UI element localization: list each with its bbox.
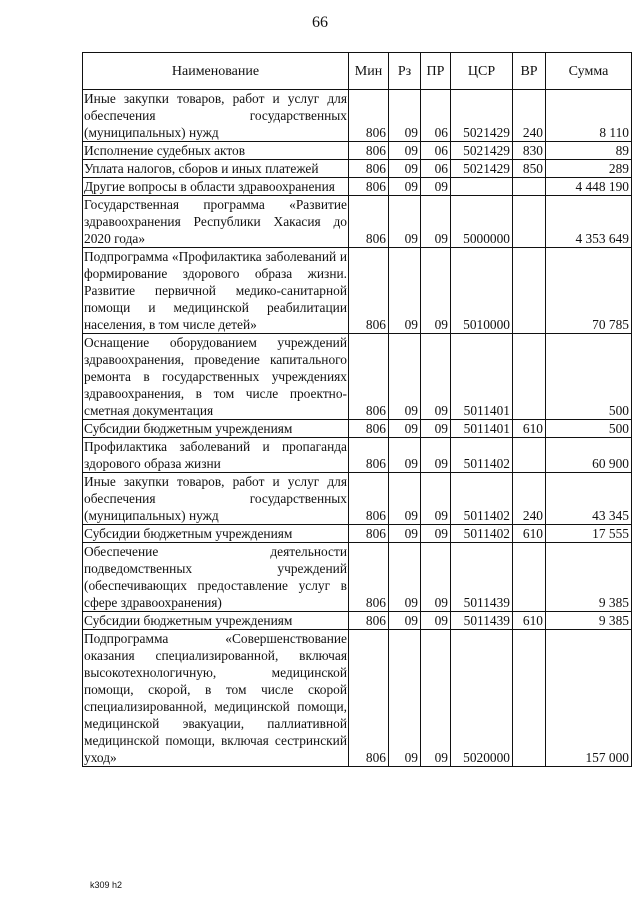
column-header-pr: ПР: [421, 53, 451, 90]
cell-rz: 09: [389, 248, 421, 334]
cell-pr: 09: [421, 630, 451, 767]
cell-name: Уплата налогов, сборов и иных платежей: [83, 160, 349, 178]
cell-min: 806: [349, 630, 389, 767]
cell-vr: [513, 543, 546, 612]
cell-sum: 9 385: [546, 543, 632, 612]
cell-csr: [451, 178, 513, 196]
cell-csr: 5011439: [451, 543, 513, 612]
cell-rz: 09: [389, 142, 421, 160]
cell-pr: 09: [421, 473, 451, 525]
cell-vr: 610: [513, 420, 546, 438]
cell-pr: 06: [421, 142, 451, 160]
cell-sum: 157 000: [546, 630, 632, 767]
column-header-name: Наименование: [83, 53, 349, 90]
cell-pr: 09: [421, 334, 451, 420]
cell-min: 806: [349, 334, 389, 420]
cell-rz: 09: [389, 420, 421, 438]
cell-vr: 610: [513, 525, 546, 543]
table-row: [83, 543, 632, 612]
cell-csr: 5011401: [451, 420, 513, 438]
cell-sum: 43 345: [546, 473, 632, 525]
column-header-vr: ВР: [513, 53, 546, 90]
cell-rz: 09: [389, 543, 421, 612]
page-number: 66: [312, 14, 328, 31]
cell-rz: 09: [389, 612, 421, 630]
cell-csr: 5010000: [451, 248, 513, 334]
table-row: [83, 438, 632, 473]
cell-pr: 06: [421, 160, 451, 178]
cell-vr: 240: [513, 473, 546, 525]
cell-min: 806: [349, 525, 389, 543]
cell-pr: 09: [421, 612, 451, 630]
cell-csr: 5021429: [451, 160, 513, 178]
cell-rz: 09: [389, 473, 421, 525]
cell-rz: 09: [389, 525, 421, 543]
cell-sum: 4 353 649: [546, 196, 632, 248]
cell-min: 806: [349, 420, 389, 438]
cell-pr: 09: [421, 438, 451, 473]
cell-rz: 09: [389, 178, 421, 196]
cell-vr: 240: [513, 90, 546, 142]
cell-pr: 06: [421, 90, 451, 142]
cell-csr: 5021429: [451, 90, 513, 142]
cell-min: 806: [349, 473, 389, 525]
cell-min: 806: [349, 160, 389, 178]
cell-sum: 60 900: [546, 438, 632, 473]
cell-min: 806: [349, 196, 389, 248]
column-header-min: Мин: [349, 53, 389, 90]
cell-csr: 5011402: [451, 525, 513, 543]
cell-csr: 5020000: [451, 630, 513, 767]
cell-sum: 4 448 190: [546, 178, 632, 196]
cell-name: Субсидии бюджетным учреждениям: [83, 525, 349, 543]
cell-sum: 17 555: [546, 525, 632, 543]
cell-sum: 289: [546, 160, 632, 178]
cell-rz: 09: [389, 90, 421, 142]
cell-vr: [513, 334, 546, 420]
table-row: [83, 160, 632, 178]
cell-pr: 09: [421, 196, 451, 248]
cell-name: Субсидии бюджетным учреждениям: [83, 420, 349, 438]
table-row: [83, 420, 632, 438]
document-code: k309 h2: [90, 880, 123, 890]
cell-vr: 610: [513, 612, 546, 630]
cell-name: Субсидии бюджетным учреждениям: [83, 612, 349, 630]
cell-name: Профилактика заболеваний и пропаганда здорового образа жизни: [84, 439, 347, 471]
table-row: [83, 178, 632, 196]
cell-sum: 9 385: [546, 612, 632, 630]
table-row: [83, 90, 632, 142]
cell-sum: 8 110: [546, 90, 632, 142]
cell-rz: 09: [389, 334, 421, 420]
cell-sum: 500: [546, 334, 632, 420]
cell-pr: 09: [421, 543, 451, 612]
cell-vr: 850: [513, 160, 546, 178]
cell-vr: [513, 196, 546, 248]
cell-rz: 09: [389, 630, 421, 767]
cell-name: Иные закупки товаров, работ и услуг для обеспечения государственных (муниципальных) нужд: [84, 91, 347, 140]
cell-min: 806: [349, 90, 389, 142]
cell-min: 806: [349, 178, 389, 196]
cell-name: Иные закупки товаров, работ и услуг для обеспечения государственных (муниципальных) нужд: [84, 474, 347, 523]
cell-pr: 09: [421, 248, 451, 334]
cell-min: 806: [349, 612, 389, 630]
cell-rz: 09: [389, 438, 421, 473]
column-header-rz: Рз: [389, 53, 421, 90]
table-row: [83, 142, 632, 160]
table-header-row: [83, 53, 632, 90]
cell-sum: 70 785: [546, 248, 632, 334]
cell-min: 806: [349, 438, 389, 473]
cell-csr: 5011402: [451, 438, 513, 473]
cell-sum: 89: [546, 142, 632, 160]
cell-vr: [513, 438, 546, 473]
table-row: [83, 248, 632, 334]
cell-csr: 5011401: [451, 334, 513, 420]
cell-min: 806: [349, 142, 389, 160]
table-row: [83, 630, 632, 767]
cell-min: 806: [349, 543, 389, 612]
cell-name: Подпрограмма «Профилактика заболеваний и формирование здорового образа жизни. Развитие первичной медико-санитарной помощи и медицинской реабилитации населения, в том числе детей»: [84, 249, 347, 332]
cell-csr: 5011402: [451, 473, 513, 525]
cell-csr: 5011439: [451, 612, 513, 630]
table-row: [83, 196, 632, 248]
cell-name: Обеспечение деятельности подведомственных учреждений (обеспечивающих предоставление услуг в сфере здравоохранения): [84, 544, 347, 610]
table-row: [83, 612, 632, 630]
cell-rz: 09: [389, 196, 421, 248]
cell-name: Оснащение оборудованием учреждений здравоохранения, проведение капитального ремонта в государственных учреждениях здравоохранения, в том числе проектно-сметная документация: [84, 335, 347, 418]
cell-name: Другие вопросы в области здравоохранения: [83, 178, 349, 196]
cell-pr: 09: [421, 525, 451, 543]
cell-vr: [513, 178, 546, 196]
cell-sum: 500: [546, 420, 632, 438]
budget-table: [82, 52, 632, 767]
table-row: [83, 334, 632, 420]
table-row: [83, 525, 632, 543]
cell-vr: [513, 248, 546, 334]
cell-name: Подпрограмма «Совершенствование оказания специализированной, включая высокотехнологичную, медицинской помощи, скорой, в том числе скорой специализированной, медицинской помощи, медицинской эвакуации, паллиативной медицинской помощи, включая сестринский уход»: [84, 631, 347, 765]
table-row: [83, 473, 632, 525]
cell-pr: 09: [421, 178, 451, 196]
cell-vr: [513, 630, 546, 767]
column-header-csr: ЦСР: [451, 53, 513, 90]
cell-rz: 09: [389, 160, 421, 178]
cell-name: Исполнение судебных актов: [83, 142, 349, 160]
cell-csr: 5000000: [451, 196, 513, 248]
column-header-sum: Сумма: [546, 53, 632, 90]
cell-vr: 830: [513, 142, 546, 160]
cell-min: 806: [349, 248, 389, 334]
cell-csr: 5021429: [451, 142, 513, 160]
cell-name: Государственная программа «Развитие здравоохранения Республики Хакасия до 2020 года»: [84, 197, 347, 246]
cell-pr: 09: [421, 420, 451, 438]
